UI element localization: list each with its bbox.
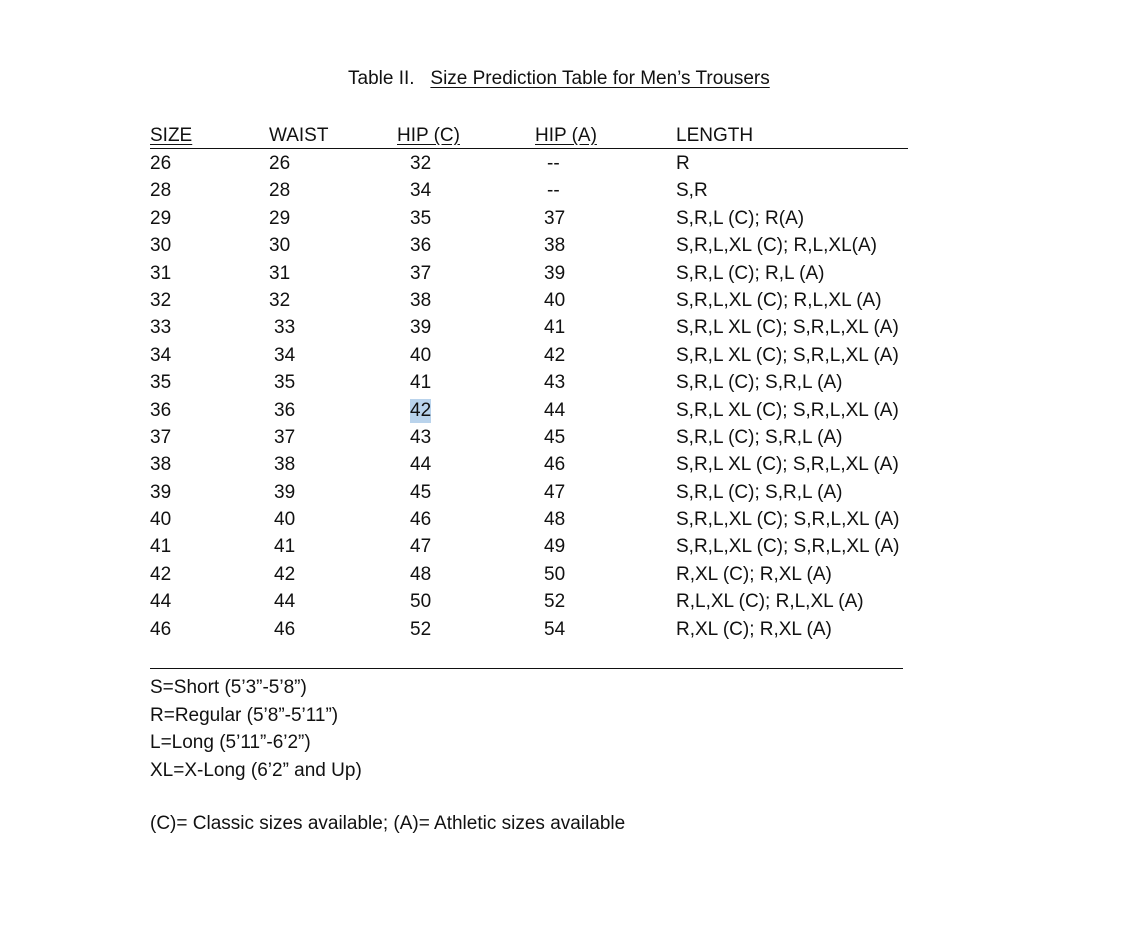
table-body xyxy=(150,152,908,645)
cell-hip-a: 44 xyxy=(544,399,566,421)
cell-waist: 33 xyxy=(274,317,296,339)
table-title-prefix: Table II. xyxy=(348,68,415,89)
table-row xyxy=(150,289,908,316)
length-legend xyxy=(150,674,362,784)
cell-hip-c: 35 xyxy=(410,207,432,229)
cell-length: S,R,L,XL (C); R,L,XL (A) xyxy=(676,289,882,311)
cell-waist: 30 xyxy=(269,235,291,257)
table-row xyxy=(150,152,908,179)
cell-length: R xyxy=(676,153,690,174)
cell-size: 35 xyxy=(150,372,172,394)
cell-size: 44 xyxy=(150,591,172,613)
table-row xyxy=(150,179,908,206)
cell-hip-a: 50 xyxy=(544,563,566,585)
cell-size: 36 xyxy=(150,399,172,421)
header-size: SIZE xyxy=(150,125,193,146)
table-row xyxy=(150,234,908,261)
cell-hip-c: 44 xyxy=(410,454,432,476)
cell-waist: 40 xyxy=(274,509,296,531)
cell-size: 28 xyxy=(150,180,172,202)
cell-hip-c: 41 xyxy=(410,372,432,394)
cell-size: 39 xyxy=(150,481,172,503)
cell-hip-c-highlighted: 42 xyxy=(410,399,432,421)
table-header xyxy=(150,124,908,149)
header-hip-c: HIP (C) xyxy=(397,125,460,146)
cell-hip-c: 34 xyxy=(410,180,432,202)
cell-hip-c: 38 xyxy=(410,289,432,311)
table-row xyxy=(150,481,908,508)
cell-length: R,XL (C); R,XL (A) xyxy=(676,618,832,640)
table-row xyxy=(150,262,908,289)
cell-hip-a: -- xyxy=(547,153,560,174)
cell-size: 40 xyxy=(150,509,172,531)
cell-hip-a: 48 xyxy=(544,509,566,531)
table-row xyxy=(150,426,908,453)
cell-length: S,R,L (C); R(A) xyxy=(676,207,805,229)
cell-length: R,L,XL (C); R,L,XL (A) xyxy=(676,591,864,613)
table-row xyxy=(150,344,908,371)
cell-length: R,XL (C); R,XL (A) xyxy=(676,563,832,585)
cell-size: 41 xyxy=(150,536,172,558)
cell-size: 29 xyxy=(150,207,172,229)
table-row xyxy=(150,618,908,645)
cell-size: 34 xyxy=(150,344,172,366)
header-waist: WAIST xyxy=(269,125,329,146)
table-row xyxy=(150,207,908,234)
cell-hip-c: 36 xyxy=(410,235,432,257)
table-row xyxy=(150,590,908,617)
cell-size: 38 xyxy=(150,454,172,476)
cell-length: S,R,L (C); S,R,L (A) xyxy=(676,481,843,503)
cell-hip-c: 50 xyxy=(410,591,432,613)
cell-hip-c: 37 xyxy=(410,262,432,284)
cell-waist: 39 xyxy=(274,481,296,503)
cell-waist: 26 xyxy=(269,153,291,174)
cell-hip-a: 42 xyxy=(544,344,566,366)
cell-hip-c: 43 xyxy=(410,426,432,448)
legend-item: L=Long (5’11”-6’2”) xyxy=(150,732,311,753)
table-row xyxy=(150,453,908,480)
cell-waist: 35 xyxy=(274,372,296,394)
cell-size: 32 xyxy=(150,289,172,311)
cell-length: S,R,L (C); R,L (A) xyxy=(676,262,825,284)
cell-length: S,R,L,XL (C); S,R,L,XL (A) xyxy=(676,509,900,531)
cell-waist: 34 xyxy=(274,344,296,366)
cell-hip-c: 48 xyxy=(410,563,432,585)
cell-length: S,R,L,XL (C); R,L,XL(A) xyxy=(676,235,877,257)
header-length: LENGTH xyxy=(676,125,754,146)
cell-length: S,R,L XL (C); S,R,L,XL (A) xyxy=(676,344,899,366)
cell-length: S,R,L (C); S,R,L (A) xyxy=(676,372,843,394)
cell-size: 42 xyxy=(150,563,172,585)
divider-line xyxy=(150,668,903,669)
cell-hip-a: 52 xyxy=(544,591,566,613)
cell-hip-a: 54 xyxy=(544,618,566,640)
cell-length: S,R xyxy=(676,180,708,202)
cell-hip-c: 32 xyxy=(410,153,432,174)
table-row xyxy=(150,563,908,590)
cell-hip-c: 47 xyxy=(410,536,432,558)
cell-size: 46 xyxy=(150,618,172,640)
cell-size: 31 xyxy=(150,262,172,284)
cell-hip-a: 43 xyxy=(544,372,566,394)
cell-size: 37 xyxy=(150,426,172,448)
cell-hip-c: 52 xyxy=(410,618,432,640)
table-title xyxy=(348,68,770,90)
table-row xyxy=(150,316,908,343)
table-title-text: Size Prediction Table for Men’s Trousers xyxy=(430,68,770,89)
cell-hip-a: 45 xyxy=(544,426,566,448)
legend-item: XL=X-Long (6’2” and Up) xyxy=(150,759,362,781)
availability-note: (C)= Classic sizes available; (A)= Athletic sizes available xyxy=(150,813,626,834)
cell-hip-a: 41 xyxy=(544,317,566,339)
cell-length: S,R,L,XL (C); S,R,L,XL (A) xyxy=(676,536,900,558)
legend-item: R=Regular (5’8”-5’11”) xyxy=(150,704,339,726)
legend-item: S=Short (5’3”-5’8”) xyxy=(150,677,307,698)
cell-waist: 31 xyxy=(269,262,291,284)
cell-hip-c: 45 xyxy=(410,481,432,503)
cell-hip-a: 37 xyxy=(544,207,566,229)
cell-hip-c: 39 xyxy=(410,317,432,339)
cell-length: S,R,L (C); S,R,L (A) xyxy=(676,426,843,448)
cell-waist: 41 xyxy=(274,536,296,558)
cell-size: 33 xyxy=(150,317,172,339)
cell-hip-a: 47 xyxy=(544,481,566,503)
cell-hip-a: 40 xyxy=(544,289,566,311)
cell-hip-a: 49 xyxy=(544,536,566,558)
cell-waist: 46 xyxy=(274,618,296,640)
cell-length: S,R,L XL (C); S,R,L,XL (A) xyxy=(676,399,899,421)
cell-waist: 38 xyxy=(274,454,296,476)
cell-waist: 32 xyxy=(269,289,291,311)
cell-hip-a: 39 xyxy=(544,262,566,284)
cell-waist: 42 xyxy=(274,563,296,585)
table-row xyxy=(150,371,908,398)
cell-size: 26 xyxy=(150,153,172,174)
header-hip-a: HIP (A) xyxy=(535,125,597,146)
cell-waist: 36 xyxy=(274,399,296,421)
table-row xyxy=(150,508,908,535)
cell-waist: 44 xyxy=(274,591,296,613)
cell-hip-a: 38 xyxy=(544,235,566,257)
cell-length: S,R,L XL (C); S,R,L,XL (A) xyxy=(676,317,899,339)
cell-hip-c: 40 xyxy=(410,344,432,366)
cell-size: 30 xyxy=(150,235,172,257)
table-row xyxy=(150,399,908,426)
cell-waist: 29 xyxy=(269,207,291,229)
cell-waist: 28 xyxy=(269,180,291,202)
table-row xyxy=(150,535,908,562)
cell-hip-a: -- xyxy=(547,180,560,202)
cell-waist: 37 xyxy=(274,426,296,448)
cell-hip-a: 46 xyxy=(544,454,566,476)
cell-hip-c: 46 xyxy=(410,509,432,531)
cell-length: S,R,L XL (C); S,R,L,XL (A) xyxy=(676,454,899,476)
